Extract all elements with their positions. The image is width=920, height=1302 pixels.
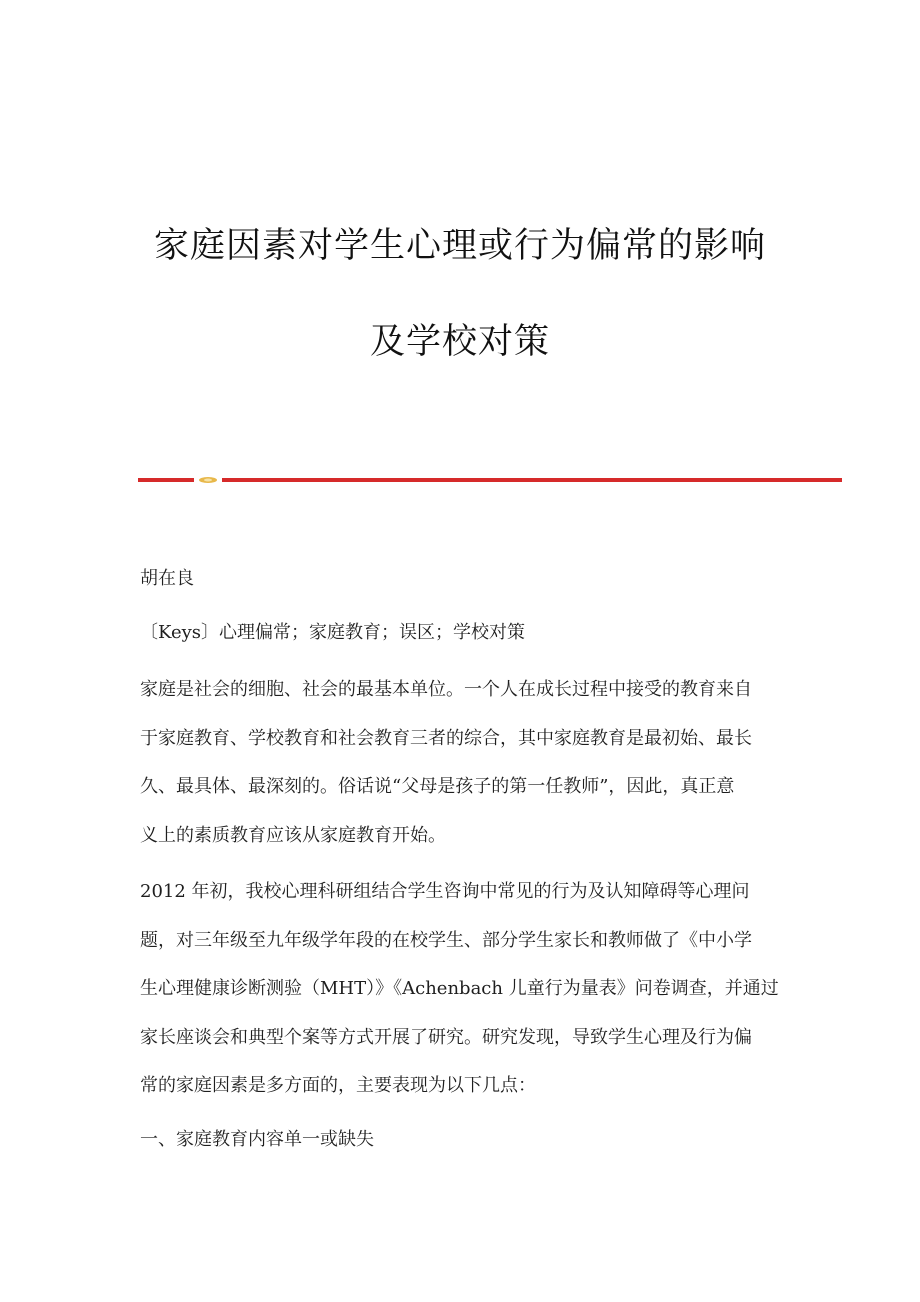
- paragraph-2-line: 常的家庭因素是多方面的，主要表现为以下几点：: [140, 1075, 536, 1096]
- section-heading-1: 一、家庭教育内容单一或缺失: [140, 1129, 374, 1150]
- paragraph-1-line: 久、最具体、最深刻的。俗话说“父母是孩子的第一任教师”，因此，真正意: [140, 776, 735, 797]
- paragraph-1-line: 家庭是社会的细胞、社会的最基本单位。一个人在成长过程中接受的教育来自: [140, 679, 752, 700]
- divider-right: [222, 478, 842, 482]
- divider-left: [138, 478, 194, 482]
- paragraph-2-line: 2012 年初，我校心理科研组结合学生咨询中常见的行为及认知障碍等心理问: [140, 881, 750, 902]
- divider-ornament-icon: [198, 476, 218, 484]
- paragraph-2: [140, 868, 780, 1111]
- paragraph-1-line: 于家庭教育、学校教育和社会教育三者的综合，其中家庭教育是最初始、最长: [140, 727, 752, 749]
- paragraph-2-line: 家长座谈会和典型个案等方式开展了研究。研究发现，导致学生心理及行为偏: [140, 1026, 752, 1048]
- title-line-2: 及学校对策: [369, 322, 550, 362]
- paragraph-1-line: 义上的素质教育应该从家庭教育开始。: [140, 824, 446, 846]
- paragraph-2-line: 生心理健康诊断测验（MHT）》《Achenbach 儿童行为量表》问卷调查，并通过: [140, 978, 779, 999]
- paragraph-1: [140, 666, 780, 860]
- keywords-line: 〔Keys〕心理偏常；家庭教育；误区；学校对策: [140, 622, 526, 643]
- author-name: 胡在良: [140, 568, 194, 589]
- title-line-1: 家庭因素对学生心理或行为偏常的影响: [153, 226, 766, 266]
- paragraph-2-line: 题，对三年级至九年级学年段的在校学生、部分学生家长和教师做了《中小学: [140, 929, 752, 951]
